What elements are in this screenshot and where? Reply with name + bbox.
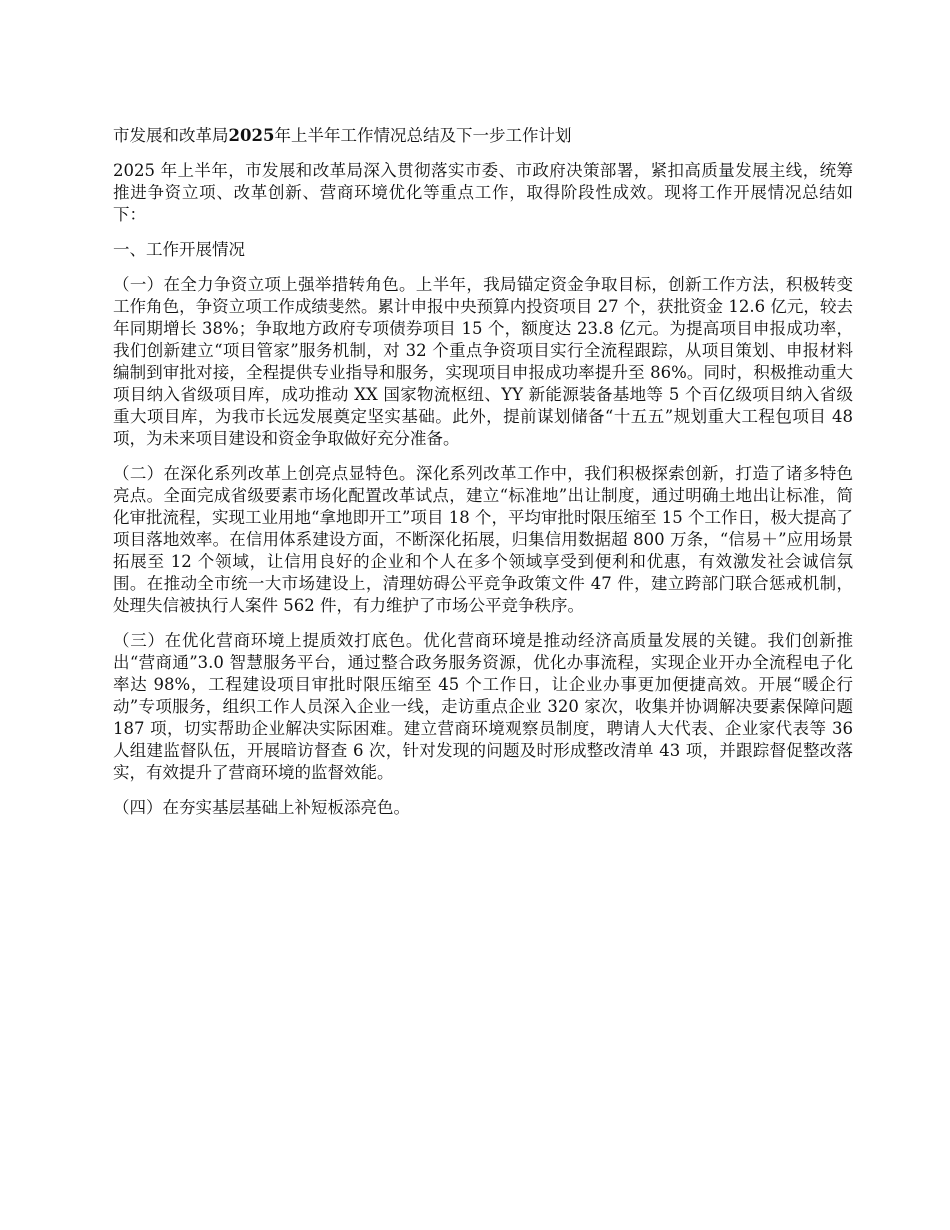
paragraph-item-4 [113,797,853,819]
item-2-body: 深化系列改革工作中，我们积极探索创新，打造了诸多特色亮点。全面完成省级要素市场化配置改革试点，建立“标准地”出让制度，通过明确土地出让标准，简化审批流程，实现工业用地“拿地即开工”项目 18 个，平均审批时限压缩至 15 个工作日，极大提高了项目落地效率。在信用体系建设方面，不断深化拓展，归集信用数据超 800 万条，“信易＋”应用场景拓展至 12 个领域，让信用良好的企业和个人在多个领域享受到便利和优惠，有效激发社会诚信氛围。在推动全市统一大市场建设上，清理妨碍公平竞争政策文件 47 件，建立跨部门联合惩戒机制，处理失信被执行人案件 562 件，有力维护了市场公平竞争秩序。 [113,464,854,615]
title-year: 2025 [228,126,275,145]
intro-paragraph: 2025 年上半年，市发展和改革局深入贯彻落实市委、市政府决策部署，紧扣高质量发展主线，统筹推进争资立项、改革创新、营商环境优化等重点工作，取得阶段性成效。现将工作开展情况总结如下： [113,161,853,224]
section-heading: 一、工作开展情况 [113,240,245,259]
document-page [113,125,853,832]
item-2-lead: （二）在深化系列改革上创亮点显特色。 [113,464,416,483]
paragraph-item-3 [113,630,853,784]
item-3-body: 优化营商环境是推动经济高质量发展的关键。我们创新推出“营商通”3.0 智慧服务平台，通过整合政务服务资源，优化办事流程，实现企业开办全流程电子化率达 98%，工程建设项目审批时限压缩至 45 个工作日，让企业办事更加便捷高效。开展“暖企行动”专项服务，组织工作人员深入企业一线，走访重点企业 320 家次，收集并协调解决要素保障问题 187 项，切实帮助企业解决实际困难。建立营商环境观察员制度，聘请人大代表、企业家代表等 36 人组建监督队伍，开展暗访督查 6 次，针对发现的问题及时形成整改清单 43 项，并跟踪督促整改落实，有效提升了营商环境的监督效能。 [113,631,854,782]
title-suffix: 年上半年工作情况总结及下一步工作计划 [274,126,572,145]
title-prefix: 市发展和改革局 [113,126,229,145]
paragraph-item-1 [113,274,853,450]
item-1-lead: （一）在全力争资立项上强举措转角色。 [113,275,416,294]
item-1-body: 上半年，我局锚定资金争取目标，创新工作方法，积极转变工作角色，争资立项工作成绩斐然。累计申报中央预算内投资项目 27 个，获批资金 12.6 亿元，较去年同期增长 38%；争取地方政府专项债券项目 15 个，额度达 23.8 亿元。为提高项目申报成功率，我们创新建立“项目管家”服务机制，对 32 个重点争资项目实行全流程跟踪，从项目策划、申报材料编制到审批对接，全程提供专业指导和服务，实现项目申报成功率提升至 86%。同时，积极推动重大项目纳入省级项目库，成功推动 XX 国家物流枢纽、YY 新能源装备基地等 5 个百亿级项目纳入省级重大项目库，为我市长远发展奠定坚实基础。此外，提前谋划储备“十五五”规划重大工程包项目 48 项，为未来项目建设和资金争取做好充分准备。 [113,275,854,448]
item-4-lead: （四）在夯实基层基础上补短板添亮色。 [113,798,410,817]
item-3-lead: （三）在优化营商环境上提质效打底色。 [113,631,424,650]
paragraph-item-2 [113,463,853,617]
document-title [113,125,853,147]
